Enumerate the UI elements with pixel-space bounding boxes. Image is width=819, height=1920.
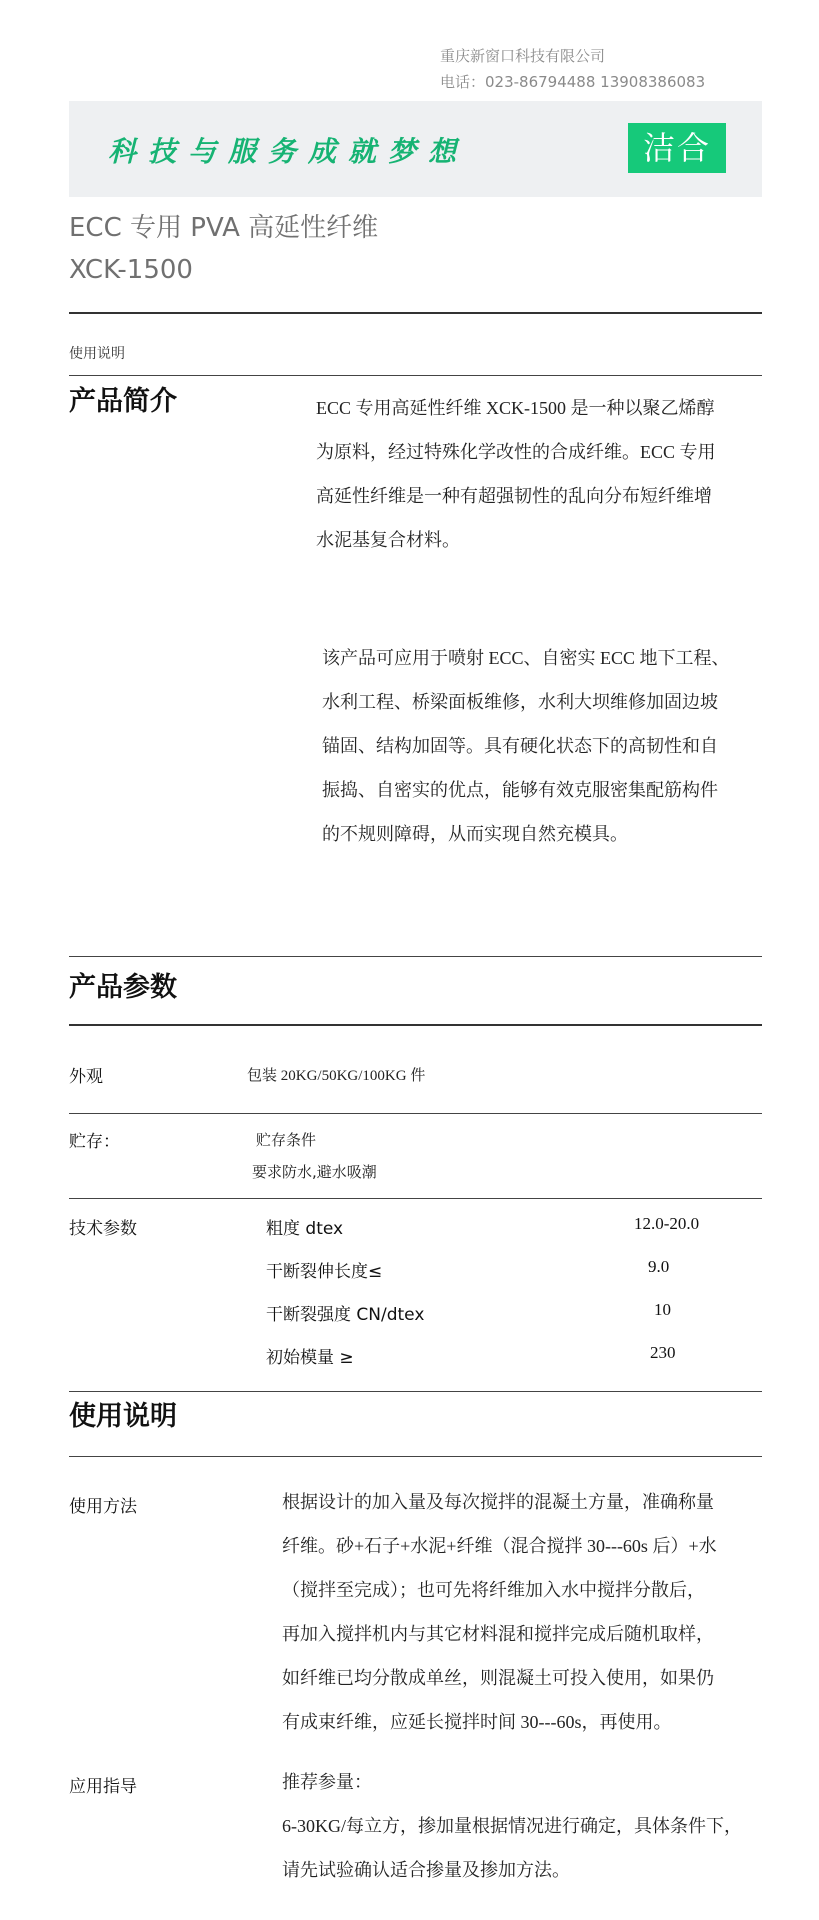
text-line: 的不规则障碍，从而实现自然充模具。: [322, 824, 628, 844]
storage-requirement: 要求防水,避水吸潮: [252, 1163, 377, 1181]
divider: [69, 312, 762, 314]
divider: [69, 375, 762, 376]
param-value: 9.0: [648, 1257, 670, 1276]
text-line: 该产品可应用于喷射 ECC、自密实 ECC 地下工程、: [322, 648, 730, 668]
text-line: 水泥基复合材料。: [316, 530, 460, 550]
text-line: 锚固、结构加固等。具有硬化状态下的高韧性和自: [322, 736, 718, 756]
text-line: 高延性纤维是一种有超强韧性的乱向分布短纤维增: [316, 486, 712, 506]
guide-text: [282, 1760, 782, 1892]
brand-logo: 洁合: [628, 123, 726, 173]
tech-params-label: 技术参数: [69, 1219, 137, 1239]
company-name: 重庆新窗口科技有限公司: [440, 47, 606, 65]
text-line: 再加入搅拌机内与其它材料混和搅拌完成后随机取样，: [282, 1624, 714, 1644]
storage-condition: 贮存条件: [256, 1131, 317, 1149]
param-name: 干断裂强度 CN/dtex: [266, 1305, 425, 1325]
section-heading-instructions: 使用说明: [69, 1401, 177, 1432]
param-name: 初始模量 ≥: [266, 1348, 354, 1368]
param-value: 12.0-20.0: [634, 1214, 700, 1233]
guide-label: 应用指导: [69, 1777, 137, 1797]
intro-paragraph-1: [316, 386, 766, 562]
text-line: 有成束纤维，应延长搅拌时间 30---60s，再使用。: [282, 1712, 672, 1732]
section-heading-params: 产品参数: [69, 972, 177, 1003]
text-line: ECC 专用高延性纤维 XCK-1500 是一种以聚乙烯醇: [316, 398, 715, 418]
param-value: 230: [650, 1343, 676, 1362]
appearance-label: 外观: [69, 1067, 103, 1087]
text-line: 水利工程、桥梁面板维修，水利大坝维修加固边坡: [322, 692, 718, 712]
text-line: 如纤维已均分散成单丝，则混凝土可投入使用，如果仍: [282, 1668, 714, 1688]
banner-slogan: 科技与服务成就梦想: [108, 135, 469, 168]
param-name: 粗度 dtex: [266, 1219, 344, 1239]
text-line: 根据设计的加入量及每次搅拌的混凝土方量，准确称量: [282, 1492, 714, 1512]
usage-label: 使用说明: [69, 346, 125, 362]
product-model: XCK-1500: [69, 255, 193, 285]
divider: [69, 1456, 762, 1457]
param-name: 干断裂伸长度≤: [266, 1262, 383, 1282]
divider: [69, 1198, 762, 1199]
intro-paragraph-2: [322, 636, 772, 856]
method-label: 使用方法: [69, 1497, 137, 1517]
divider: [69, 1024, 762, 1026]
company-phone: 电话：023-86794488 13908386083: [440, 73, 706, 91]
divider: [69, 1113, 762, 1114]
text-line: 推荐参量：: [282, 1772, 372, 1792]
text-line: 纤维。砂+石子+水泥+纤维（混合搅拌 30---60s 后）+水: [282, 1536, 717, 1556]
text-line: 振捣、自密实的优点，能够有效克服密集配筋构件: [322, 780, 718, 800]
storage-label: 贮存：: [69, 1132, 120, 1152]
product-title: ECC 专用 PVA 高延性纤维: [69, 213, 379, 243]
text-line: 为原料，经过特殊化学改性的合成纤维。ECC 专用: [316, 442, 716, 462]
param-value: 10: [654, 1300, 671, 1319]
text-line: 请先试验确认适合掺量及掺加方法。: [282, 1860, 570, 1880]
section-heading-intro: 产品简介: [69, 386, 177, 417]
method-text: [282, 1480, 772, 1744]
text-line: 6-30KG/每立方，掺加量根据情况进行确定，具体条件下，: [282, 1816, 742, 1836]
divider: [69, 956, 762, 957]
text-line: （搅拌至完成）；也可先将纤维加入水中搅拌分散后，: [282, 1580, 705, 1600]
divider: [69, 1391, 762, 1392]
appearance-value: 包装 20KG/50KG/100KG 件: [247, 1068, 426, 1084]
